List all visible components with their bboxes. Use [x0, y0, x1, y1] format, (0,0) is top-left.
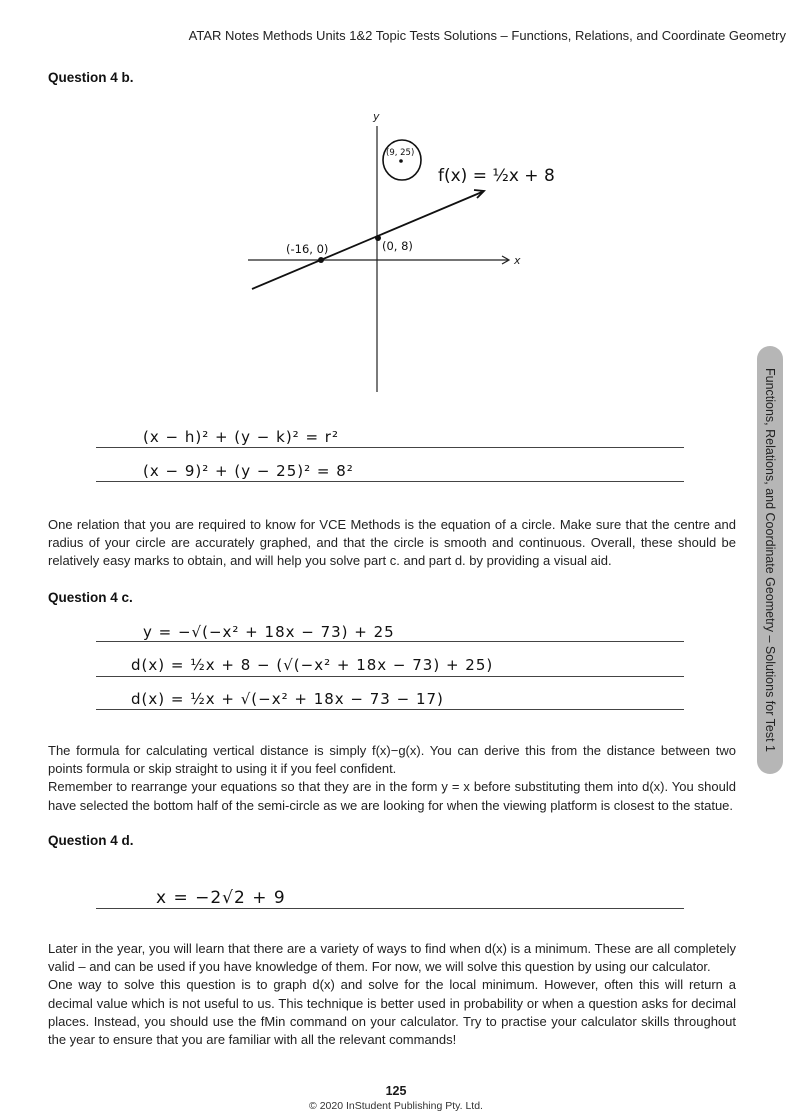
question-4b-heading: Question 4 b. [48, 70, 134, 85]
answer-rule [96, 676, 684, 677]
q4b-explanation-text: One relation that you are required to know for VCE Methods is the equation of a circle. Make sure that the centre and radius of your circle are accurately graphed, and that the circle is smooth and continuous. Overall, these should be relatively easy marks to obtain, and will help you solve part c. and part d. by providing a visual aid. [48, 517, 736, 569]
q4c-explanation-text-2: Remember to rearrange your equations so that they are in the form y = x before substituting them into d(x). You should have selected the bottom half of the semi-circle as we are looking for when the viewing platform is closest to the statue. [48, 779, 736, 813]
q4c-working-line-2: d(x) = ½x + 8 − (√(−x² + 18x − 73) + 25) [131, 656, 494, 674]
running-header: ATAR Notes Methods Units 1&2 Topic Tests Solutions – Functions, Relations, and Coordinate Geometry [188, 28, 786, 43]
x-axis-label: x [514, 254, 521, 267]
x-intercept-point [318, 257, 324, 263]
x-intercept-label: (-16, 0) [286, 242, 329, 256]
side-tab-label: Functions, Relations, and Coordinate Geometry – Solutions for Test 1 [763, 367, 777, 753]
q4d-working-line-1: x = −2√2 + 9 [156, 888, 286, 908]
circle-centre-dot [399, 159, 403, 163]
y-intercept-label: (0, 8) [382, 239, 413, 253]
y-axis-label: y [373, 110, 380, 123]
circle-centre-label: (9, 25) [386, 148, 415, 158]
linear-function-line [252, 192, 482, 289]
page-number: 125 [385, 1084, 407, 1098]
q4c-working-line-1: y = −√(−x² + 18x − 73) + 25 [143, 623, 395, 641]
copyright: © 2020 InStudent Publishing Pty. Ltd. [309, 1100, 483, 1112]
q4b-graph [240, 108, 555, 396]
q4b-working-line-2: (x − 9)² + (y − 25)² = 8² [143, 462, 354, 480]
answer-rule [96, 641, 684, 642]
q4c-explanation-text-1: The formula for calculating vertical distance is simply f(x)−g(x). You can derive this from the distance between two points formula or skip straight to using it if you feel confident. [48, 743, 736, 777]
q4d-explanation-text-1: Later in the year, you will learn that there are a variety of ways to find when d(x) is a minimum. These are all completely valid – and can be used if you have knowledge of them. For now, we will solve this question by using our calculator. [48, 941, 736, 975]
answer-rule [96, 447, 684, 448]
q4b-working-line-1: (x − h)² + (y − k)² = r² [143, 428, 339, 446]
question-4d-heading: Question 4 d. [48, 833, 134, 848]
q4c-working-line-3: d(x) = ½x + √(−x² + 18x − 73 − 17) [131, 690, 444, 708]
answer-rule [96, 908, 684, 909]
answer-rule [96, 709, 684, 710]
q4d-explanation-text-2: One way to solve this question is to graph d(x) and solve for the local minimum. However, often this will return a decimal value which is not useful to us. This technique is better used in probability or when a question asks for decimal places. Instead, you should use the fMin command on your calculator. Try to practise your calculator skills throughout the year to ensure that you are familiar with all the relevant commands! [48, 977, 736, 1048]
side-tab [757, 346, 783, 774]
q4c-explanation [48, 742, 736, 815]
answer-rule [96, 481, 684, 482]
q4d-explanation [48, 940, 736, 1049]
function-label: f(x) = ½x + 8 [438, 166, 555, 186]
q4b-explanation [48, 516, 736, 571]
question-4c-heading: Question 4 c. [48, 590, 133, 605]
y-intercept-point [375, 235, 381, 241]
